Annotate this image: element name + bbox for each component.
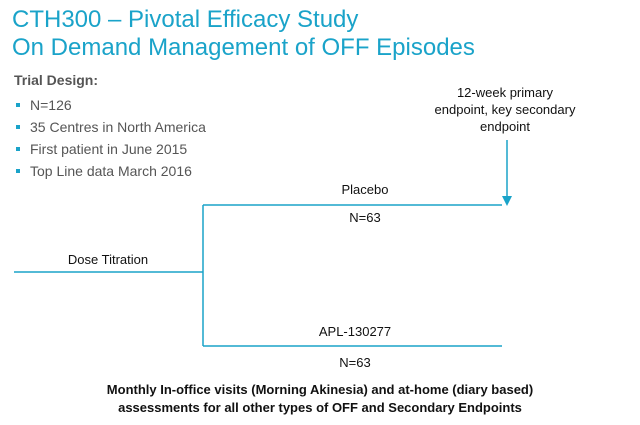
footer-line-2: assessments for all other types of OFF and Secondary Endpoints: [118, 400, 522, 415]
title-line-2: On Demand Management of OFF Episodes: [12, 34, 475, 61]
list-item: First patient in June 2015: [14, 138, 206, 160]
dose-titration-label: Dose Titration: [67, 252, 149, 267]
drug-label: APL-130277: [318, 324, 392, 339]
placebo-n-label: N=63: [349, 210, 381, 225]
list-item: 35 Centres in North America: [14, 116, 206, 138]
endpoint-note-line-1: 12-week primary: [456, 85, 554, 100]
endpoint-arrow-head: [502, 196, 512, 206]
list-item: N=126: [14, 94, 206, 116]
trial-design-heading: Trial Design:: [14, 72, 99, 88]
endpoint-note-line-3: endpoint: [480, 119, 530, 134]
list-item: Top Line data March 2016: [14, 160, 206, 182]
placebo-label: Placebo: [341, 182, 389, 197]
endpoint-note-line-2: endpoint, key secondary: [434, 102, 576, 117]
drug-n-label: N=63: [339, 355, 371, 370]
title-line-1: CTH300 – Pivotal Efficacy Study: [12, 6, 359, 33]
footer-note: [0, 381, 640, 417]
footer-line-1: Monthly In-office visits (Morning Akinesia) and at-home (diary based): [106, 382, 534, 397]
